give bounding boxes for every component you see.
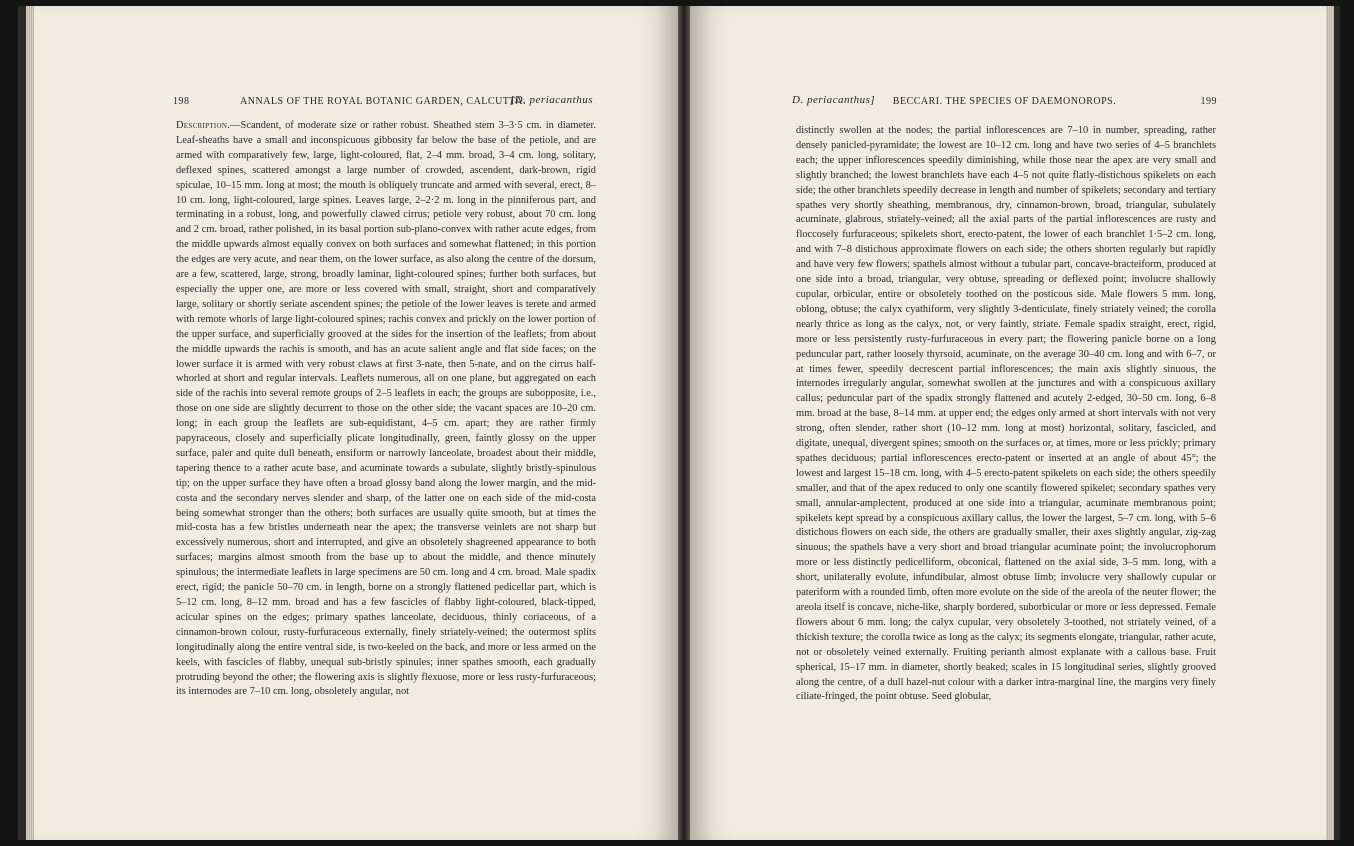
page-number: 198 <box>173 96 190 107</box>
right-body-text: distinctly swollen at the nodes; the partial inflorescences are 7–10 in number, spreading, rather densely panicled-pyramidate; the lowest are 10–12 cm. long and have two series of 4–5 branchlets each; the upper inflorescences speedily diminishing, while those near the apex are very small and slightly branched; the lowest branchlets have each 4–5 not quite flatly-distichous spikelets on each side; the other branchlets speedily decrease in length and number of spikelets; secondary and tertiary spathes very shortly sheathing, membranous, dry, cinnamon-brown, broad, triangular, subulately acuminate, glabrous, striately-veined; all the axial parts of the partial inflorescences are rusty and floccosely furfuraceous; spikelets short, erecto-patent, the lower of each branchlet 1·5–2 cm. long, and with 7–8 distichous approximate flowers on each side; the others shorten regularly but rapidly and have very few flowers; spathels almost without a tubular part, concave-bracteiform, produced at one side into a broad, triangular, very obtuse, spreading or deflexed point; involucre shallowly cupular, orbicular, entire or obsoletely toothed on the posticous side. Male flowers 5 mm. long, oblong, obtuse; the calyx cyathiform, very slightly 3-denticulate, finely striately veined; the corolla nearly thrice as long as the calyx, not, or very faintly, striate. Female spadix straight, erect, rigid, more or less persistently rusty-furfuraceous in every part; the flowering panicle borne on a long peduncular part, rather loosely thyrsoid, acuminate, on the average 30–40 cm. long and with 6–7, or at times fewer, speedily decrescent partial inflorescences; the main axis slightly sinuous, the internodes irregularly angular, somewhat swollen at the junctures and with a conspicuous axillary callus; peduncular part of the spadix strongly flattened and acutely 2-edged, 30–50 cm. long, 6–8 mm. broad at the base, 8–14 mm. at upper end; the edges only armed at short intervals with not very strong, often slender, rather short (10–12 mm. long at most) horizontal, solitary, fascicled, and digitate, unequal, divergent spines; smooth on the surfaces or, at times, more or less prickly; primary spathes deciduous; partial inflorescences erecto-patent or inserted at an angle of about 45°; the lowest and largest 15–18 cm. long, with 4–5 erecto-patent spikelets on each side; the others speedily smaller, and that of the apex reduced to only one scantily flowered spikelet; secondary spathes very small, annular-amplectent, produced at one side into a triangular, acuminate membranous point; spikelets kept spread by a conspicuous axillary callus, the lower the largest, 5–7 cm. long, with 5–6 distichous flowers on each side, the others are gradually smaller, their axes slightly angular, zig-zag sinuous; the spathels have a very short and broad triangular acuminate point; the involucrophorum more or less distinctly pedicelliform, obconical, flattened on the axial side, 3–5 mm. long, with a short, unilaterally evolute, infundibular, almost obtuse limb; involucre very shallowly cupular or pateriform with a rounded limb, often more evolute on the side of the areola of the neuter flower; the areola itself is concave, niche-like, sharply bordered, suborbicular or more or less depressed. Female flowers about 6 mm. long; the calyx cupular, very obsoletely 3-toothed, not striately veined, of a thickish texture; the corolla twice as long as the calyx; its segments elongate, triangular, rather acute, not or obsoletely veined externally. Fruiting perianth almost explanate with a callous base. Fruit spherical, 15–17 mm. in diameter, shortly beaked; scales in 15 longitudinal series, slightly grooved along the centre, of a dull hazel-nut colour with a darker intra-marginal line, the margins very finely ciliate-fringed, the point obtuse. Seed globular, <box>796 125 1216 703</box>
open-book <box>18 6 1340 840</box>
right-page <box>690 6 1334 840</box>
running-head-title: ANNALS OF THE ROYAL BOTANIC GARDEN, CALCUTTA. <box>240 96 526 107</box>
right-running-header <box>792 96 1217 112</box>
page-edge <box>1326 6 1334 840</box>
page-number: 199 <box>1200 96 1217 107</box>
running-head-species: [D. periacanthus <box>509 94 593 106</box>
description-label: Description. <box>176 120 231 131</box>
page-edge <box>26 6 34 840</box>
left-body-text <box>176 119 596 809</box>
running-head-title: BECCARI. THE SPECIES OF DAEMONOROPS. <box>892 96 1117 107</box>
description-paragraph: —Scandent, of moderate size or rather robust. Sheathed stem 3–3·5 cm. in diameter. Leaf-sheaths have a small and inconspicuous gibbosity far below the base of the petiole, and are armed with comparatively few, large, light-coloured, flat, 2–4 mm. broad, 3–4 cm. long, solitary, deflexed spines, scattered amongst a large number of crowded, ascendent, dark-brown, rigid spiculae, 10–15 mm. long at most; the mouth is obliquely truncate and armed with several, erect, 8–10 cm. long, light-coloured, large spines. Leaves large, 2–2·2 m. long in the pinniferous part, and terminating in a robust, long, and powerfully clawed cirrus; petiole very robust, about 70 cm. long and 2 cm. broad, rather polished, in its basal portion sub-plano-convex with rather acute edges, from the middle upwards almost equally convex on both surfaces and somewhat flattened; in this portion the edges are very acute, and near them, on the lower surface, as also along the centre of the dorsum, are a few, scattered, large, strong, broadly laminar, light-coloured spines; further both surfaces, but especially the upper one, are more or less covered with small, straight, short and comparatively large, solitary or shortly seriate ascendent spines; the petiole of the lower leaves is terete and armed with remote whorls of large light-coloured spines; rachis convex and prickly on the lower portion of the upper surface, and superficially grooved at the sides for the insertion of the leaflets; from about the middle upwards the rachis is smooth, and has an acute salient angle and flat side faces; on the lower surface it is armed with very robust claws at first 3-nate, then 5-nate, and on the cirrus half-whorled at short and regular intervals. Leaflets numerous, all on one plane, but aggregated on each side of the rachis into several remote groups of 2–5 leaflets in each; the groups are subopposite, i.e., those on one side are slightly decurrent to those on the other side; the vacant spaces are 10–20 cm. long; in each group the leaflets are sub-equidistant, 4–5 cm. apart; they are rather firmly papyraceous, closely and superficially plicate longitudinally, green, faintly glossy on the upper surface, paler and quite dull beneath, ensiform or narrowly lanceolate, broadest about their middle, tapering thence to a rather acute base, and acuminate towards a subulate, slightly bristly-spinulous tip; on the upper surface they have often a broad glossy band along the lower margin, and the mid-costa and the secondary nerves slender and sharp, of the latter one on each side of the mid-costa being somewhat stronger than the others; both surfaces are usually quite smooth, but at times the mid-costa has a few bristles underneath near the apex; the transverse veinlets are not sharp but excessively numerous, short and interrupted, and give an obsoletely shagreened appearance to both surfaces; margins almost smooth from the base up to about the middle, and thence minutely spinulous; the intermediate leaflets in large specimens are 50 cm. long and 4 cm. broad. Male spadix erect, rigid; the panicle 50–70 cm. in length, borne on a strongly flattened pedicellar part, which is 5–12 cm. long, 8–12 mm. broad and has a few fascicles of flabby light-coloured, black-tipped, acicular spines on the edges; primary spathes lanceolate, deciduous, thinly coriaceous, of a cinnamon-brown colour, rusty-furfuraceous externally, finely striately-veined; the outermost splits longitudinally along the entire ventral side, is two-keeled on the back, and more or less armed on the keels, with fascicles of flabby, unequal sub-bristly spinules; inner spathes smooth, each gradually protruding beyond the other; the flowering axis is slightly flexuose, more or less rusty-furfuraceous; its internodes are 7–10 cm. long, obsoletely angular, not <box>176 120 596 698</box>
book-gutter <box>678 6 690 840</box>
left-page <box>26 6 678 840</box>
running-head-species: D. periacanthus] <box>792 94 876 106</box>
left-running-header <box>173 96 593 112</box>
